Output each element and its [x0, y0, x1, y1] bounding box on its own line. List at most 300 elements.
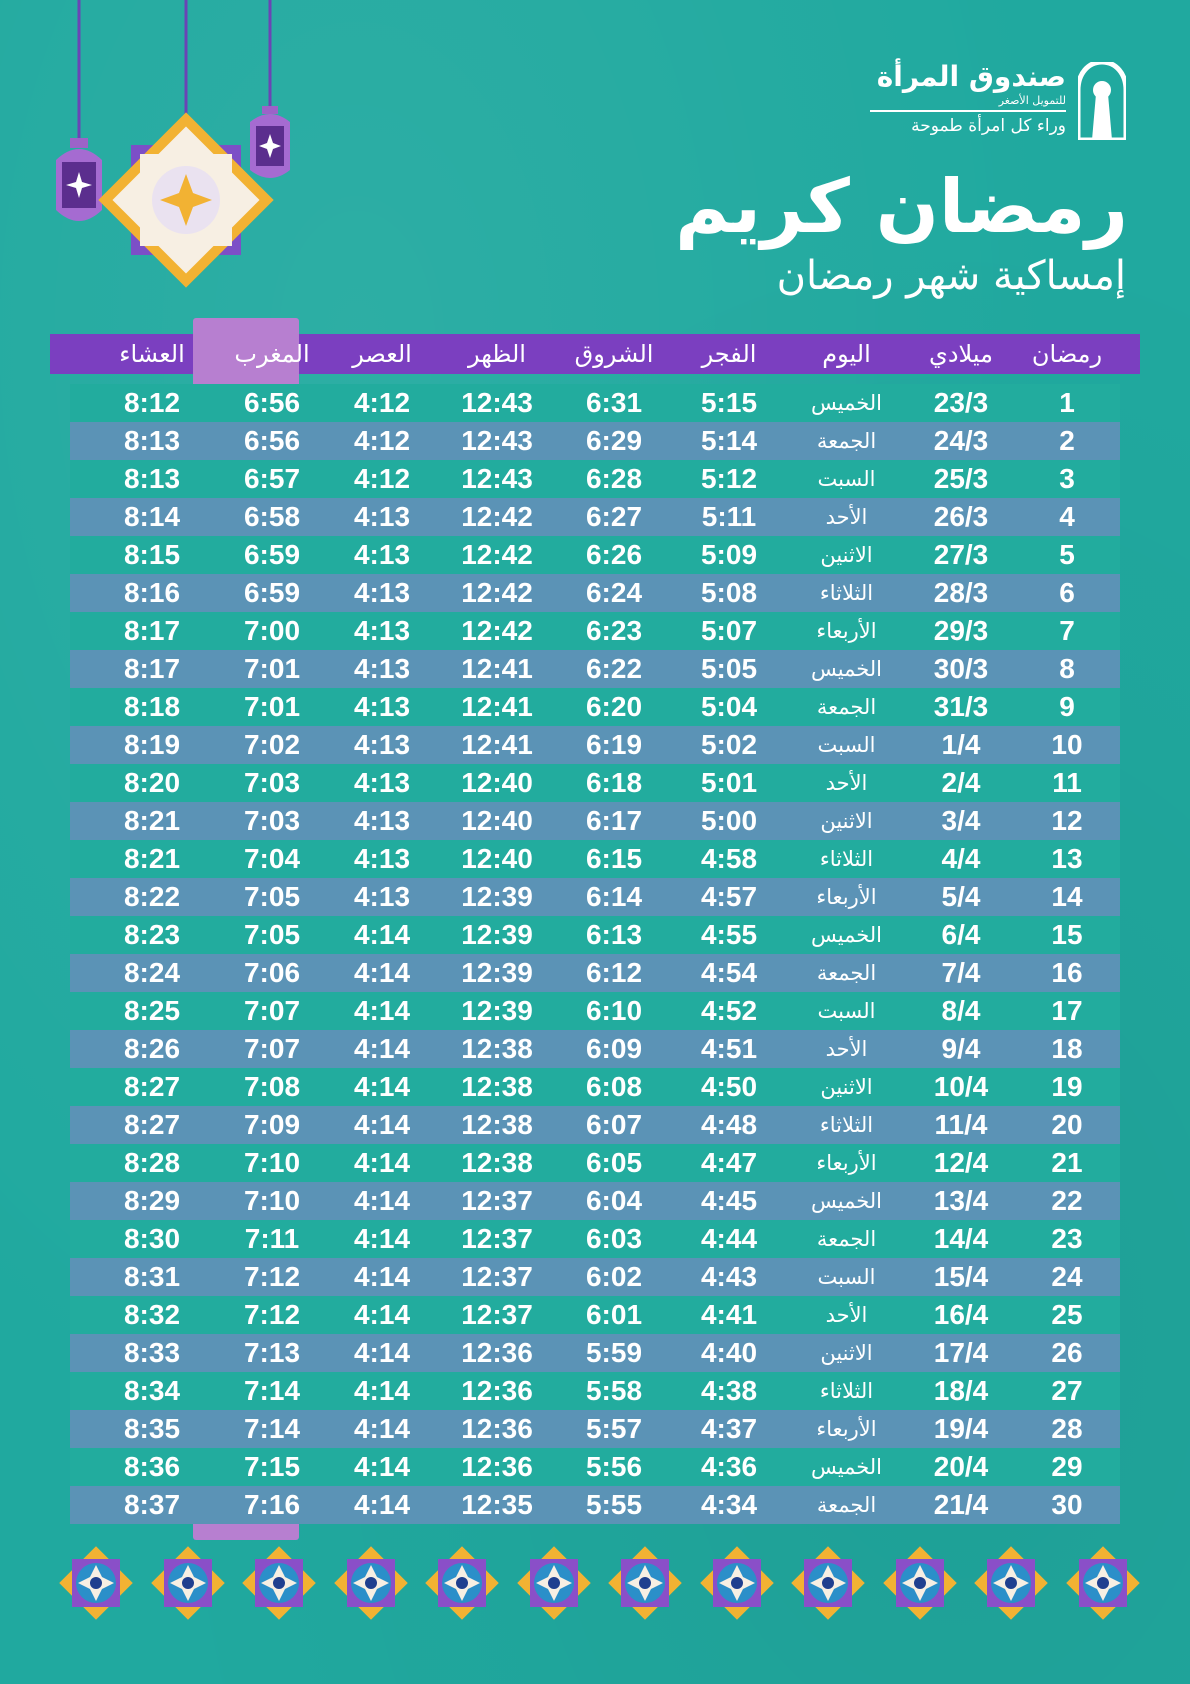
dhuhr-time-cell: 12:38 [461, 1071, 533, 1102]
fajr-time-cell: 5:01 [700, 767, 758, 798]
table-row [70, 764, 1120, 802]
miladi-date-cell: 15/4 [933, 1261, 989, 1292]
miladi-date-cell: 1/4 [941, 729, 981, 760]
maghrib-time-cell: 7:07 [243, 1033, 301, 1064]
miladi-date-cell: 9/4 [941, 1033, 981, 1064]
table-row [70, 650, 1120, 688]
dhuhr-time-cell: 12:39 [461, 957, 533, 988]
col-header-miladi: ميلادي [929, 340, 993, 368]
miladi-date-cell: 14/4 [933, 1223, 989, 1254]
dhuhr-time-cell: 12:35 [461, 1489, 533, 1520]
dhuhr-time-cell: 12:36 [461, 1451, 533, 1482]
isha-time-cell: 8:27 [123, 1071, 181, 1102]
col-header-sunrise: الشروق [574, 340, 654, 368]
maghrib-time-cell: 7:13 [243, 1337, 301, 1368]
table-row [70, 384, 1120, 422]
weekday-cell: الأربعاء [816, 1151, 877, 1175]
dhuhr-time-cell: 12:40 [461, 843, 533, 874]
maghrib-time-cell: 6:59 [243, 577, 301, 608]
weekday-cell: الخميس [810, 1189, 883, 1213]
table-row [70, 1106, 1120, 1144]
ramadan-day-cell: 23 [1051, 1223, 1083, 1254]
imsakiya-table [50, 334, 1140, 1524]
ramadan-day-cell: 25 [1051, 1299, 1083, 1330]
ramadan-day-cell: 21 [1051, 1147, 1083, 1178]
table-body [70, 384, 1120, 1524]
sunrise-time-cell: 6:13 [585, 919, 643, 950]
fajr-time-cell: 4:52 [700, 995, 758, 1026]
sunrise-time-cell: 6:31 [585, 387, 643, 418]
fajr-time-cell: 5:12 [700, 463, 758, 494]
ramadan-day-cell: 29 [1051, 1451, 1083, 1482]
dhuhr-time-cell: 12:42 [461, 577, 533, 608]
maghrib-time-cell: 7:10 [243, 1147, 301, 1178]
col-header-ramadan: رمضان [1031, 340, 1103, 368]
miladi-date-cell: 6/4 [941, 919, 981, 950]
miladi-date-cell: 8/4 [941, 995, 981, 1026]
isha-time-cell: 8:37 [123, 1489, 181, 1520]
table-row [70, 1030, 1120, 1068]
asr-time-cell: 4:12 [353, 387, 411, 418]
weekday-cell: السبت [817, 733, 876, 757]
isha-time-cell: 8:14 [123, 501, 181, 532]
miladi-date-cell: 13/4 [933, 1185, 989, 1216]
fajr-time-cell: 4:41 [700, 1299, 758, 1330]
maghrib-time-cell: 7:12 [243, 1261, 301, 1292]
ramadan-day-cell: 11 [1052, 767, 1082, 798]
maghrib-time-cell: 6:56 [243, 425, 301, 456]
weekday-cell: السبت [817, 1265, 876, 1289]
maghrib-time-cell: 7:06 [243, 957, 301, 988]
brand-logo [836, 58, 1126, 140]
maghrib-time-cell: 7:05 [243, 881, 301, 912]
sunrise-time-cell: 6:09 [585, 1033, 643, 1064]
maghrib-time-cell: 7:07 [243, 995, 301, 1026]
asr-time-cell: 4:13 [353, 843, 411, 874]
maghrib-time-cell: 7:00 [243, 615, 301, 646]
weekday-cell: الثلاثاء [819, 1113, 874, 1137]
asr-time-cell: 4:14 [353, 1451, 411, 1482]
asr-time-cell: 4:14 [353, 1489, 411, 1520]
fajr-time-cell: 5:11 [701, 501, 757, 532]
dhuhr-time-cell: 12:37 [461, 1299, 533, 1330]
maghrib-time-cell: 7:02 [243, 729, 301, 760]
weekday-cell: الاثنين [820, 809, 873, 833]
ramadan-day-cell: 15 [1051, 919, 1083, 950]
ramadan-day-cell: 7 [1059, 615, 1075, 646]
miladi-date-cell: 7/4 [941, 957, 981, 988]
miladi-date-cell: 3/4 [941, 805, 981, 836]
isha-time-cell: 8:20 [123, 767, 181, 798]
miladi-date-cell: 2/4 [941, 767, 981, 798]
dhuhr-time-cell: 12:37 [461, 1261, 533, 1292]
maghrib-time-cell: 6:57 [243, 463, 301, 494]
col-header-fajr: الفجر [701, 340, 757, 368]
dhuhr-time-cell: 12:41 [461, 729, 533, 760]
asr-time-cell: 4:13 [353, 577, 411, 608]
ramadan-day-cell: 13 [1051, 843, 1083, 874]
dhuhr-time-cell: 12:39 [461, 881, 533, 912]
ramadan-day-cell: 1 [1059, 387, 1075, 418]
table-row [70, 840, 1120, 878]
ramadan-day-cell: 5 [1059, 539, 1075, 570]
isha-time-cell: 8:23 [123, 919, 181, 950]
maghrib-time-cell: 7:09 [243, 1109, 301, 1140]
fajr-time-cell: 4:44 [700, 1223, 758, 1254]
table-row [70, 802, 1120, 840]
isha-time-cell: 8:13 [123, 425, 181, 456]
asr-time-cell: 4:14 [353, 1375, 411, 1406]
maghrib-time-cell: 6:58 [243, 501, 301, 532]
fajr-time-cell: 5:05 [700, 653, 758, 684]
miladi-date-cell: 24/3 [933, 425, 989, 456]
weekday-cell: الأحد [825, 505, 868, 529]
dhuhr-time-cell: 12:43 [461, 463, 533, 494]
sunrise-time-cell: 6:05 [585, 1147, 643, 1178]
logo-slogan: وراء كل امرأة طموحة [911, 116, 1066, 136]
asr-time-cell: 4:13 [353, 653, 411, 684]
miladi-date-cell: 16/4 [933, 1299, 989, 1330]
sunrise-time-cell: 6:07 [585, 1109, 643, 1140]
weekday-cell: الخميس [810, 657, 883, 681]
weekday-cell: الثلاثاء [819, 847, 874, 871]
asr-time-cell: 4:14 [353, 995, 411, 1026]
miladi-date-cell: 12/4 [933, 1147, 989, 1178]
flower-ornament-icon [697, 1543, 777, 1623]
flower-ornament-icon [422, 1543, 502, 1623]
ramadan-day-cell: 16 [1051, 957, 1083, 988]
sunrise-time-cell: 5:55 [585, 1489, 643, 1520]
asr-time-cell: 4:13 [353, 767, 411, 798]
flower-ornament-icon [514, 1543, 594, 1623]
page-subtitle: إمساكية شهر رمضان [776, 253, 1126, 299]
flower-ornament-icon [971, 1543, 1051, 1623]
sunrise-time-cell: 6:04 [585, 1185, 643, 1216]
sunrise-time-cell: 6:20 [585, 691, 643, 722]
ramadan-day-cell: 26 [1051, 1337, 1083, 1368]
sunrise-time-cell: 6:19 [585, 729, 643, 760]
ramadan-day-cell: 24 [1051, 1261, 1083, 1292]
ramadan-day-cell: 8 [1059, 653, 1075, 684]
sunrise-time-cell: 5:58 [585, 1375, 643, 1406]
asr-time-cell: 4:14 [353, 1337, 411, 1368]
asr-time-cell: 4:12 [353, 425, 411, 456]
asr-time-cell: 4:13 [353, 539, 411, 570]
col-header-isha: العشاء [119, 340, 185, 368]
isha-time-cell: 8:21 [123, 805, 181, 836]
fajr-time-cell: 4:55 [700, 919, 758, 950]
maghrib-time-cell: 7:16 [243, 1489, 301, 1520]
ramadan-day-cell: 2 [1059, 425, 1075, 456]
ramadan-day-cell: 9 [1059, 691, 1075, 722]
weekday-cell: الأربعاء [816, 619, 877, 643]
isha-time-cell: 8:12 [123, 387, 181, 418]
flower-ornament-icon [148, 1543, 228, 1623]
miladi-date-cell: 27/3 [933, 539, 989, 570]
miladi-date-cell: 26/3 [933, 501, 989, 532]
ramadan-day-cell: 3 [1059, 463, 1075, 494]
sunrise-time-cell: 6:26 [585, 539, 643, 570]
table-row [70, 460, 1120, 498]
dhuhr-time-cell: 12:40 [461, 805, 533, 836]
flower-ornament-icon [605, 1543, 685, 1623]
miladi-date-cell: 5/4 [941, 881, 981, 912]
isha-time-cell: 8:28 [123, 1147, 181, 1178]
table-row [70, 574, 1120, 612]
weekday-cell: الأحد [825, 1037, 868, 1061]
fajr-time-cell: 5:14 [700, 425, 758, 456]
maghrib-time-cell: 7:01 [243, 691, 301, 722]
asr-time-cell: 4:14 [353, 1071, 411, 1102]
asr-time-cell: 4:14 [353, 1147, 411, 1178]
isha-time-cell: 8:30 [123, 1223, 181, 1254]
ramadan-day-cell: 14 [1051, 881, 1083, 912]
sunrise-time-cell: 6:01 [585, 1299, 643, 1330]
asr-time-cell: 4:14 [353, 1261, 411, 1292]
sunrise-time-cell: 6:08 [585, 1071, 643, 1102]
asr-time-cell: 4:13 [353, 615, 411, 646]
table-row [70, 1486, 1120, 1524]
asr-time-cell: 4:14 [353, 919, 411, 950]
isha-time-cell: 8:17 [123, 615, 181, 646]
sunrise-time-cell: 6:22 [585, 653, 643, 684]
maghrib-time-cell: 7:01 [243, 653, 301, 684]
table-row [70, 878, 1120, 916]
dhuhr-time-cell: 12:43 [461, 425, 533, 456]
table-header-row [70, 334, 1120, 374]
maghrib-time-cell: 7:14 [243, 1375, 301, 1406]
ramadan-day-cell: 4 [1059, 501, 1075, 532]
asr-time-cell: 4:13 [353, 805, 411, 836]
sunrise-time-cell: 6:28 [585, 463, 643, 494]
table-row [70, 1068, 1120, 1106]
isha-time-cell: 8:29 [123, 1185, 181, 1216]
miladi-date-cell: 28/3 [933, 577, 989, 608]
sunrise-time-cell: 5:59 [585, 1337, 643, 1368]
sunrise-time-cell: 6:17 [585, 805, 643, 836]
asr-time-cell: 4:14 [353, 1413, 411, 1444]
dhuhr-time-cell: 12:37 [461, 1185, 533, 1216]
dhuhr-time-cell: 12:36 [461, 1413, 533, 1444]
miladi-date-cell: 19/4 [933, 1413, 989, 1444]
miladi-date-cell: 23/3 [933, 387, 989, 418]
fajr-time-cell: 5:07 [700, 615, 758, 646]
maghrib-time-cell: 7:04 [243, 843, 301, 874]
fajr-time-cell: 4:48 [700, 1109, 758, 1140]
weekday-cell: الجمعة [816, 1493, 877, 1517]
ramadan-day-cell: 10 [1051, 729, 1083, 760]
isha-time-cell: 8:26 [123, 1033, 181, 1064]
ramadan-day-cell: 12 [1051, 805, 1083, 836]
fajr-time-cell: 5:04 [700, 691, 758, 722]
isha-time-cell: 8:25 [123, 995, 181, 1026]
dhuhr-time-cell: 12:39 [461, 995, 533, 1026]
col-header-day: اليوم [822, 340, 871, 368]
sunrise-time-cell: 6:15 [585, 843, 643, 874]
dhuhr-time-cell: 12:41 [461, 691, 533, 722]
isha-time-cell: 8:34 [123, 1375, 181, 1406]
sunrise-time-cell: 6:14 [585, 881, 643, 912]
asr-time-cell: 4:14 [353, 1299, 411, 1330]
fajr-time-cell: 5:08 [700, 577, 758, 608]
ramadan-day-cell: 6 [1059, 577, 1075, 608]
maghrib-time-cell: 7:14 [243, 1413, 301, 1444]
table-row [70, 1448, 1120, 1486]
fajr-time-cell: 4:43 [700, 1261, 758, 1292]
miladi-date-cell: 21/4 [933, 1489, 989, 1520]
asr-time-cell: 4:14 [353, 957, 411, 988]
dhuhr-time-cell: 12:39 [461, 919, 533, 950]
asr-time-cell: 4:12 [353, 463, 411, 494]
weekday-cell: الأحد [825, 1303, 868, 1327]
maghrib-time-cell: 7:11 [244, 1223, 300, 1254]
asr-time-cell: 4:14 [353, 1223, 411, 1254]
logo-keyhole-icon [1078, 62, 1126, 140]
dhuhr-time-cell: 12:37 [461, 1223, 533, 1254]
table-row [70, 916, 1120, 954]
flower-ornament-icon [331, 1543, 411, 1623]
maghrib-time-cell: 7:03 [243, 805, 301, 836]
logo-divider [870, 110, 1066, 112]
asr-time-cell: 4:14 [353, 1109, 411, 1140]
asr-time-cell: 4:13 [353, 501, 411, 532]
table-row [70, 1182, 1120, 1220]
sunrise-time-cell: 6:27 [585, 501, 643, 532]
fajr-time-cell: 4:38 [700, 1375, 758, 1406]
maghrib-time-cell: 7:08 [243, 1071, 301, 1102]
asr-time-cell: 4:13 [353, 691, 411, 722]
ramadan-day-cell: 17 [1051, 995, 1083, 1026]
weekday-cell: الجمعة [816, 961, 877, 985]
miladi-date-cell: 10/4 [933, 1071, 989, 1102]
ramadan-day-cell: 28 [1051, 1413, 1083, 1444]
sunrise-time-cell: 6:03 [585, 1223, 643, 1254]
miladi-date-cell: 25/3 [933, 463, 989, 494]
sunrise-time-cell: 5:57 [585, 1413, 643, 1444]
isha-time-cell: 8:18 [123, 691, 181, 722]
table-row [70, 1372, 1120, 1410]
weekday-cell: الخميس [810, 391, 883, 415]
weekday-cell: السبت [817, 999, 876, 1023]
maghrib-time-cell: 7:03 [243, 767, 301, 798]
table-row [70, 992, 1120, 1030]
flower-ornament-icon [880, 1543, 960, 1623]
miladi-date-cell: 30/3 [933, 653, 989, 684]
miladi-date-cell: 18/4 [933, 1375, 989, 1406]
fajr-time-cell: 4:36 [700, 1451, 758, 1482]
asr-time-cell: 4:13 [353, 881, 411, 912]
miladi-date-cell: 31/3 [933, 691, 989, 722]
table-row [70, 1220, 1120, 1258]
dhuhr-time-cell: 12:38 [461, 1147, 533, 1178]
col-header-asr: العصر [352, 340, 412, 368]
dhuhr-time-cell: 12:40 [461, 767, 533, 798]
dhuhr-time-cell: 12:36 [461, 1375, 533, 1406]
isha-time-cell: 8:36 [123, 1451, 181, 1482]
miladi-date-cell: 11/4 [934, 1109, 988, 1140]
weekday-cell: السبت [817, 467, 876, 491]
weekday-cell: الخميس [810, 923, 883, 947]
table-row [70, 422, 1120, 460]
dhuhr-time-cell: 12:41 [461, 653, 533, 684]
weekday-cell: الخميس [810, 1455, 883, 1479]
dhuhr-time-cell: 12:42 [461, 615, 533, 646]
miladi-date-cell: 17/4 [933, 1337, 989, 1368]
weekday-cell: الاثنين [820, 1075, 873, 1099]
table-row [70, 1258, 1120, 1296]
logo-name: صندوق المرأة [876, 60, 1066, 93]
sunrise-time-cell: 6:18 [585, 767, 643, 798]
weekday-cell: الأحد [825, 771, 868, 795]
page-title: رمضان كريم [675, 164, 1128, 250]
fajr-time-cell: 4:50 [700, 1071, 758, 1102]
fajr-time-cell: 5:09 [700, 539, 758, 570]
fajr-time-cell: 4:34 [700, 1489, 758, 1520]
weekday-cell: الجمعة [816, 695, 877, 719]
maghrib-time-cell: 7:05 [243, 919, 301, 950]
isha-time-cell: 8:27 [123, 1109, 181, 1140]
ramadan-day-cell: 30 [1051, 1489, 1083, 1520]
sunrise-time-cell: 6:12 [585, 957, 643, 988]
sunrise-time-cell: 6:24 [585, 577, 643, 608]
ramadan-day-cell: 22 [1051, 1185, 1083, 1216]
isha-time-cell: 8:32 [123, 1299, 181, 1330]
sunrise-time-cell: 6:23 [585, 615, 643, 646]
miladi-date-cell: 20/4 [933, 1451, 989, 1482]
dhuhr-time-cell: 12:38 [461, 1033, 533, 1064]
isha-time-cell: 8:17 [123, 653, 181, 684]
table-row [70, 954, 1120, 992]
fajr-time-cell: 4:54 [700, 957, 758, 988]
dhuhr-time-cell: 12:42 [461, 539, 533, 570]
fajr-time-cell: 5:00 [700, 805, 758, 836]
col-header-dhuhr: الظهر [468, 340, 526, 368]
isha-time-cell: 8:31 [123, 1261, 181, 1292]
weekday-cell: الاثنين [820, 1341, 873, 1365]
isha-time-cell: 8:16 [123, 577, 181, 608]
ramadan-day-cell: 18 [1051, 1033, 1083, 1064]
fajr-time-cell: 4:57 [700, 881, 758, 912]
fajr-time-cell: 4:37 [700, 1413, 758, 1444]
table-row [70, 498, 1120, 536]
sunrise-time-cell: 5:56 [585, 1451, 643, 1482]
maghrib-time-cell: 7:15 [243, 1451, 301, 1482]
ramadan-day-cell: 27 [1051, 1375, 1083, 1406]
weekday-cell: الاثنين [820, 543, 873, 567]
flower-ornament-icon [239, 1543, 319, 1623]
ramadan-day-cell: 20 [1051, 1109, 1083, 1140]
weekday-cell: الجمعة [816, 1227, 877, 1251]
dhuhr-time-cell: 12:42 [461, 501, 533, 532]
maghrib-time-cell: 7:12 [243, 1299, 301, 1330]
table-row [70, 612, 1120, 650]
isha-time-cell: 8:22 [123, 881, 181, 912]
lantern-ornament-icon [0, 0, 300, 300]
sunrise-time-cell: 6:02 [585, 1261, 643, 1292]
isha-time-cell: 8:35 [123, 1413, 181, 1444]
isha-time-cell: 8:33 [123, 1337, 181, 1368]
fajr-time-cell: 4:40 [700, 1337, 758, 1368]
flower-ornament-icon [788, 1543, 868, 1623]
col-header-maghrib: المغرب [234, 340, 310, 368]
maghrib-time-cell: 7:10 [243, 1185, 301, 1216]
isha-time-cell: 8:19 [123, 729, 181, 760]
miladi-date-cell: 29/3 [933, 615, 989, 646]
table-row [70, 1296, 1120, 1334]
table-row [70, 536, 1120, 574]
weekday-cell: الأربعاء [816, 1417, 877, 1441]
dhuhr-time-cell: 12:36 [461, 1337, 533, 1368]
